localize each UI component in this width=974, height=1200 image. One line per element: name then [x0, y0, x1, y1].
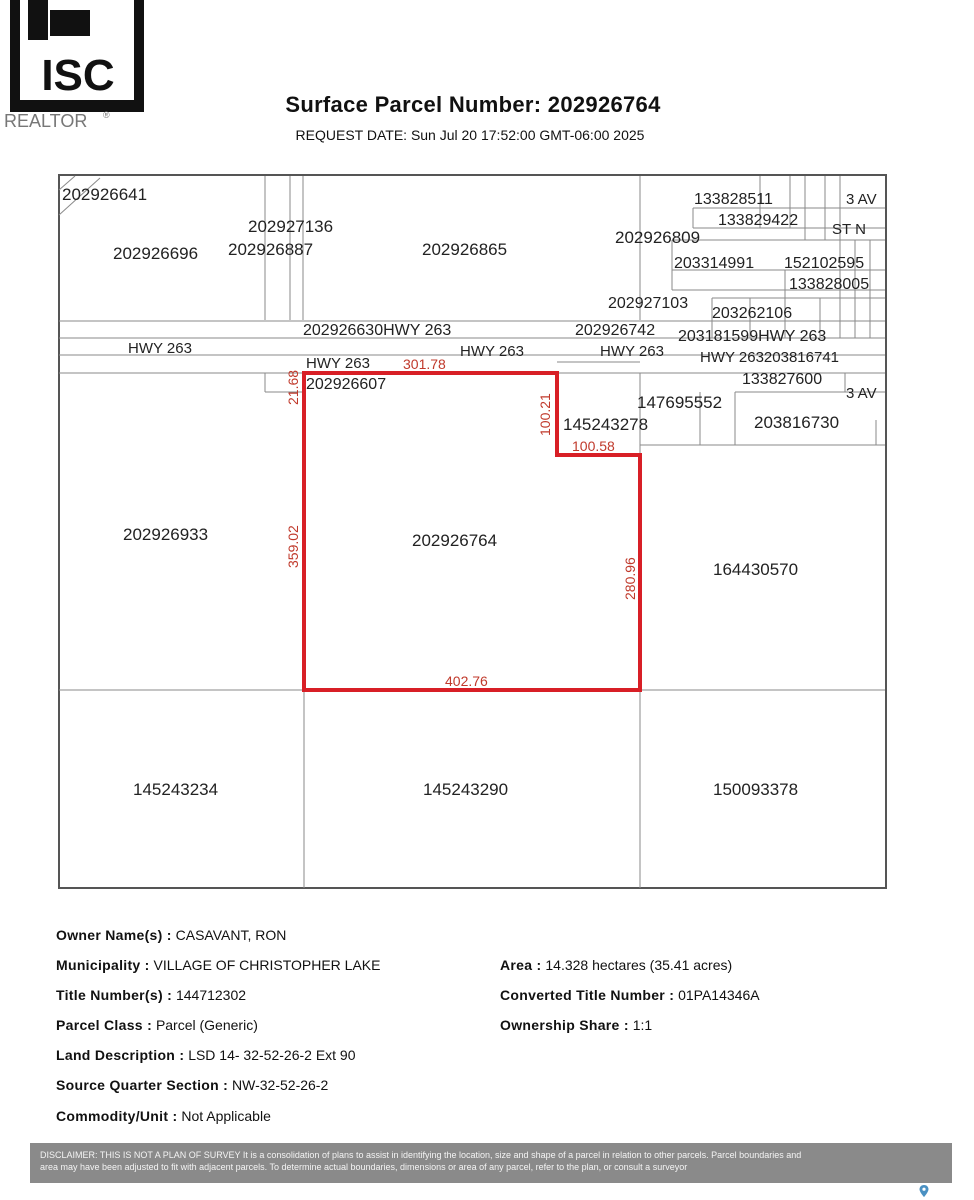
ownership-share-row: [500, 1017, 652, 1033]
land-description-value: LSD 14- 32-52-26-2 Ext 90: [188, 1047, 356, 1063]
logo-bottom-text: REALTOR: [4, 111, 88, 130]
parcel-label: 145243234: [133, 780, 219, 799]
dimension-label: 402.76: [445, 673, 488, 689]
dimension-label: 301.78: [403, 356, 446, 372]
parcel-label: 145243278: [563, 415, 649, 434]
title-number-label: Title Number(s) :: [56, 987, 173, 1003]
source-quarter-row: [56, 1077, 328, 1093]
area-value: 14.328 hectares (35.41 acres): [545, 957, 733, 973]
parcel-class-row: [56, 1017, 258, 1033]
dimension-label: 100.21: [537, 393, 553, 436]
land-description-row: [56, 1047, 356, 1063]
dimension-label: 100.58: [572, 438, 615, 454]
logo-top-text: ISC: [41, 51, 115, 100]
parcel-label: 164430570: [713, 560, 799, 579]
subject-parcel-label: 202926764: [412, 531, 498, 550]
parcel-label: 145243290: [423, 780, 509, 799]
road-label: HWY 263: [306, 355, 370, 372]
parcel-label: 202927136: [248, 217, 334, 236]
parcel-label: 202926742: [575, 322, 656, 339]
parcel-label: 202926865: [422, 240, 508, 259]
road-label: HWY 263: [460, 343, 524, 360]
road-label: HWY 263: [600, 343, 664, 360]
parcel-label: 202926630HWY 263: [303, 322, 452, 339]
owner-value: CASAVANT, RON: [175, 927, 287, 943]
title-number-row: [56, 987, 246, 1003]
ownership-share-label: Ownership Share :: [500, 1017, 629, 1033]
converted-title-row: [500, 987, 760, 1003]
municipality-row: [56, 957, 380, 973]
parcel-label: 202926641: [62, 185, 148, 204]
parcel-label: 133829422: [718, 212, 799, 229]
disclaimer-banner: [30, 1143, 952, 1183]
area-row: [500, 957, 732, 973]
parcel-label: 202926607: [306, 376, 387, 393]
logo-reg-mark: ®: [103, 110, 110, 120]
ownership-share-value: 1:1: [632, 1017, 653, 1033]
converted-title-value: 01PA14346A: [678, 987, 760, 1003]
dimension-label: 280.96: [622, 557, 638, 600]
source-quarter-label: Source Quarter Section :: [56, 1077, 229, 1093]
parcel-class-value: Parcel (Generic): [155, 1017, 258, 1033]
parcel-label: 152102595: [784, 255, 865, 272]
owner-label: Owner Name(s) :: [56, 927, 172, 943]
parcel-label: 133828511: [694, 191, 773, 208]
page-title: Surface Parcel Number: 202926764: [285, 92, 661, 117]
parcel-label: 203314991: [674, 255, 755, 272]
parcel-label: 202926696: [113, 244, 199, 263]
title-number-value: 144712302: [175, 987, 247, 1003]
request-date: REQUEST DATE: Sun Jul 20 17:52:00 GMT-06:00 2025: [295, 127, 645, 143]
road-label: HWY 263: [128, 340, 192, 357]
dimension-label: 359.02: [285, 525, 301, 568]
parcel-label: 202926887: [228, 240, 314, 259]
parcel-label: 203262106: [712, 305, 793, 322]
parcel-label: 150093378: [713, 780, 799, 799]
municipality-label: Municipality :: [56, 957, 150, 973]
commodity-row: [56, 1108, 271, 1124]
parcel-label: HWY 263203816741: [700, 349, 839, 366]
disclaimer-line: area may have been adjusted to fit with adjacent parcels. To determine actual boundaries, dimensions or area of any parcel, refer to the plan, or consult a surveyor: [40, 1162, 688, 1172]
converted-title-label: Converted Title Number :: [500, 987, 675, 1003]
parcel-label: 202926809: [615, 228, 701, 247]
parcel-label: 202927103: [608, 295, 689, 312]
parcel-label: ST N: [832, 221, 866, 238]
parcel-label: 203181599HWY 263: [678, 328, 827, 345]
parcel-label: 203816730: [754, 413, 840, 432]
parcel-label: 3 AV: [846, 191, 877, 208]
disclaimer-line: DISCLAIMER: THIS IS NOT A PLAN OF SURVEY It is a consolidation of plans to assist in identifying the location, size and shape of a parcel in relation to other parcels. Parcel boundaries and: [40, 1150, 802, 1160]
municipality-value: VILLAGE OF CHRISTOPHER LAKE: [153, 957, 381, 973]
dimension-label: 21.68: [285, 369, 301, 405]
land-description-label: Land Description :: [56, 1047, 185, 1063]
parcel-class-label: Parcel Class :: [56, 1017, 153, 1033]
source-quarter-value: NW-32-52-26-2: [232, 1077, 329, 1093]
commodity-value: Not Applicable: [181, 1108, 271, 1124]
parcel-label: 133828005: [789, 276, 870, 293]
parcel-label: 202926933: [123, 525, 209, 544]
parcel-label: 3 AV: [846, 385, 877, 402]
map-pin-icon: [917, 1184, 931, 1198]
parcel-label: 133827600: [742, 371, 823, 388]
owner-row: [56, 927, 286, 943]
commodity-label: Commodity/Unit :: [56, 1108, 178, 1124]
area-label: Area :: [500, 957, 542, 973]
parcel-label: 147695552: [637, 393, 723, 412]
